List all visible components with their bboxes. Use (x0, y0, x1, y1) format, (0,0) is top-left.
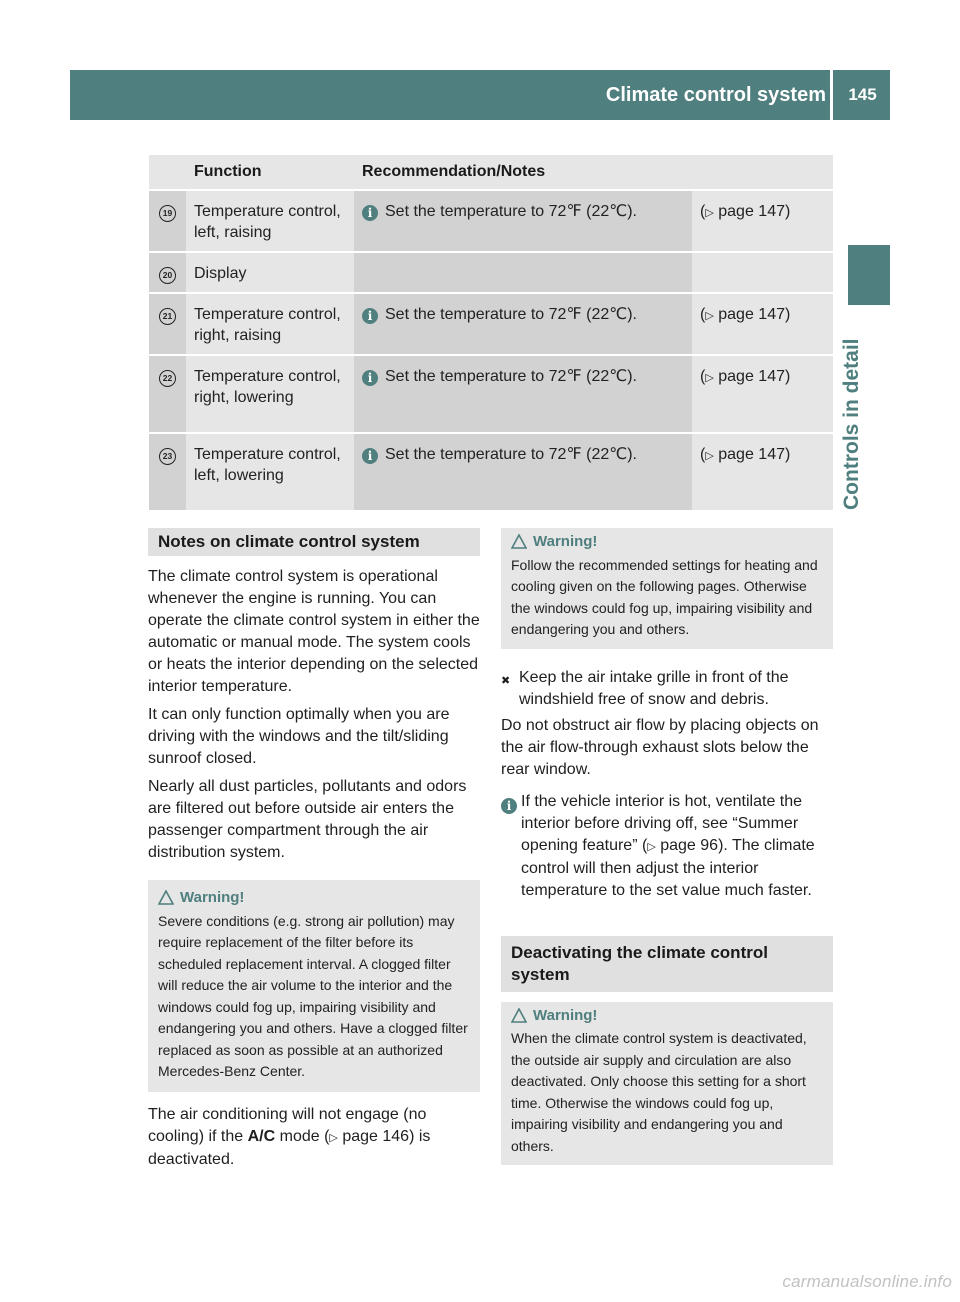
page-number: 145 (848, 85, 877, 104)
function-cell: Temperature control, left, raising (186, 189, 354, 251)
table-row (149, 432, 833, 510)
item-number: 21 (159, 308, 176, 325)
page-ref-link[interactable]: (▷ page 147) (692, 354, 833, 432)
section-heading: Notes on climate control system (148, 528, 480, 556)
info-icon: i (362, 205, 378, 221)
function-cell: Display (186, 251, 354, 292)
info-icon: i (362, 448, 378, 464)
function-cell: Temperature control, left, lowering (186, 432, 354, 510)
instruction-item: ✖ Keep the air intake grille in front of the windshield free of snow and debris. (501, 667, 833, 711)
info-icon: i (501, 798, 517, 814)
section-heading: Deactivating the climate control system (501, 936, 833, 992)
warning-box (501, 528, 833, 649)
item-number: 20 (159, 267, 176, 284)
info-note: i If the vehicle interior is hot, ventilate the interior before driving off, see “Summer opening feature” (▷ page 96). The climate control will then adjust the interior temperature to the set value much faster. (501, 791, 833, 902)
ref-cell (692, 251, 833, 292)
arrow-right-icon: ▷ (647, 840, 656, 853)
header-function: Function (186, 155, 354, 189)
warning-title: Warning! (511, 1005, 825, 1027)
table-header-row (149, 155, 833, 189)
warning-box (501, 1002, 833, 1166)
warning-box (148, 880, 480, 1092)
note-cell: i Set the temperature to 72℉ (22℃). (354, 292, 692, 354)
item-number: 23 (159, 448, 176, 465)
section-tab (848, 245, 890, 305)
warning-icon (511, 534, 527, 549)
warning-text: Severe conditions (e.g. strong air pollution) may require replacement of the filter before its scheduled replacement interval. A clogged filter will reduce the air volume to the interior and the windows could fog up, impairing visibility and endangering you and others. Have a clogged filter replaced as soon as possible at an authorized Mercedes-Benz Center. (158, 912, 468, 1079)
page-ref-link[interactable]: page 146 (342, 1127, 410, 1145)
warning-title: Warning! (158, 887, 470, 909)
paragraph: The climate control system is operational whenever the engine is running. You can operate the climate control system in either the automatic or manual mode. The system cools or heats the interior depending on the selected interior temperature. (148, 568, 480, 695)
table-row (149, 189, 833, 251)
note-cell (354, 251, 692, 292)
warning-icon (511, 1008, 527, 1023)
table-row (149, 292, 833, 354)
watermark: carmanualsonline.info (782, 1272, 952, 1291)
item-number: 19 (159, 205, 176, 222)
item-number: 22 (159, 370, 176, 387)
function-table (149, 155, 833, 510)
arrow-right-icon: ▷ (705, 372, 714, 384)
note-cell: i Set the temperature to 72℉ (22℃). (354, 189, 692, 251)
table-row (149, 251, 833, 292)
warning-text: When the climate control system is deactivated, the outside air supply and circulation are also deactivated. Only choose this setting for a short time. Otherwise the windows could fog up, impairing visibility and endangering you and others. (511, 1030, 807, 1154)
arrow-right-icon: ▷ (705, 310, 714, 322)
table-row (149, 354, 833, 432)
arrow-right-icon: ▷ (705, 450, 714, 462)
function-cell: Temperature control, right, lowering (186, 354, 354, 432)
note-cell: i Set the temperature to 72℉ (22℃). (354, 354, 692, 432)
arrow-right-icon: ▷ (329, 1131, 338, 1144)
section-label: Controls in detail (840, 338, 863, 510)
warning-text: Follow the recommended settings for heating and cooling given on the following pages. Otherwise the windows could fog up, impairing visibility and endangering you and others. (511, 556, 818, 637)
warning-icon (158, 890, 174, 905)
header-notes: Recommendation/Notes (354, 155, 692, 189)
paragraph: Do not obstruct air flow by placing objects on the air flow-through exhaust slots below the rear window. (501, 716, 819, 778)
left-column (148, 528, 480, 1177)
page-title: Climate control system (605, 84, 826, 106)
info-icon: i (362, 370, 378, 386)
arrow-right-icon: ▷ (705, 207, 714, 219)
right-column (501, 528, 833, 1165)
paragraph: The air conditioning will not engage (no cooling) if the A/C mode (▷ page 146) is deactivated. (148, 1105, 431, 1168)
header-divider (830, 70, 833, 120)
header-num (149, 155, 186, 189)
page-ref-link[interactable]: (▷ page 147) (692, 189, 833, 251)
warning-title: Warning! (511, 531, 825, 553)
header-ref (692, 155, 833, 189)
info-icon: i (362, 308, 378, 324)
function-cell: Temperature control, right, raising (186, 292, 354, 354)
bullet-arrow-icon: ✖ (501, 674, 511, 687)
paragraph: It can only function optimally when you are driving with the windows and the tilt/sliding sunroof closed. (148, 706, 450, 767)
page-ref-link[interactable]: page 96 (660, 836, 719, 854)
page-ref-link[interactable]: (▷ page 147) (692, 292, 833, 354)
note-cell: i Set the temperature to 72℉ (22℃). (354, 432, 692, 510)
page-ref-link[interactable]: (▷ page 147) (692, 432, 833, 510)
paragraph: Nearly all dust particles, pollutants and odors are filtered out before outside air enters the passenger compartment through the air distribution system. (148, 778, 467, 861)
